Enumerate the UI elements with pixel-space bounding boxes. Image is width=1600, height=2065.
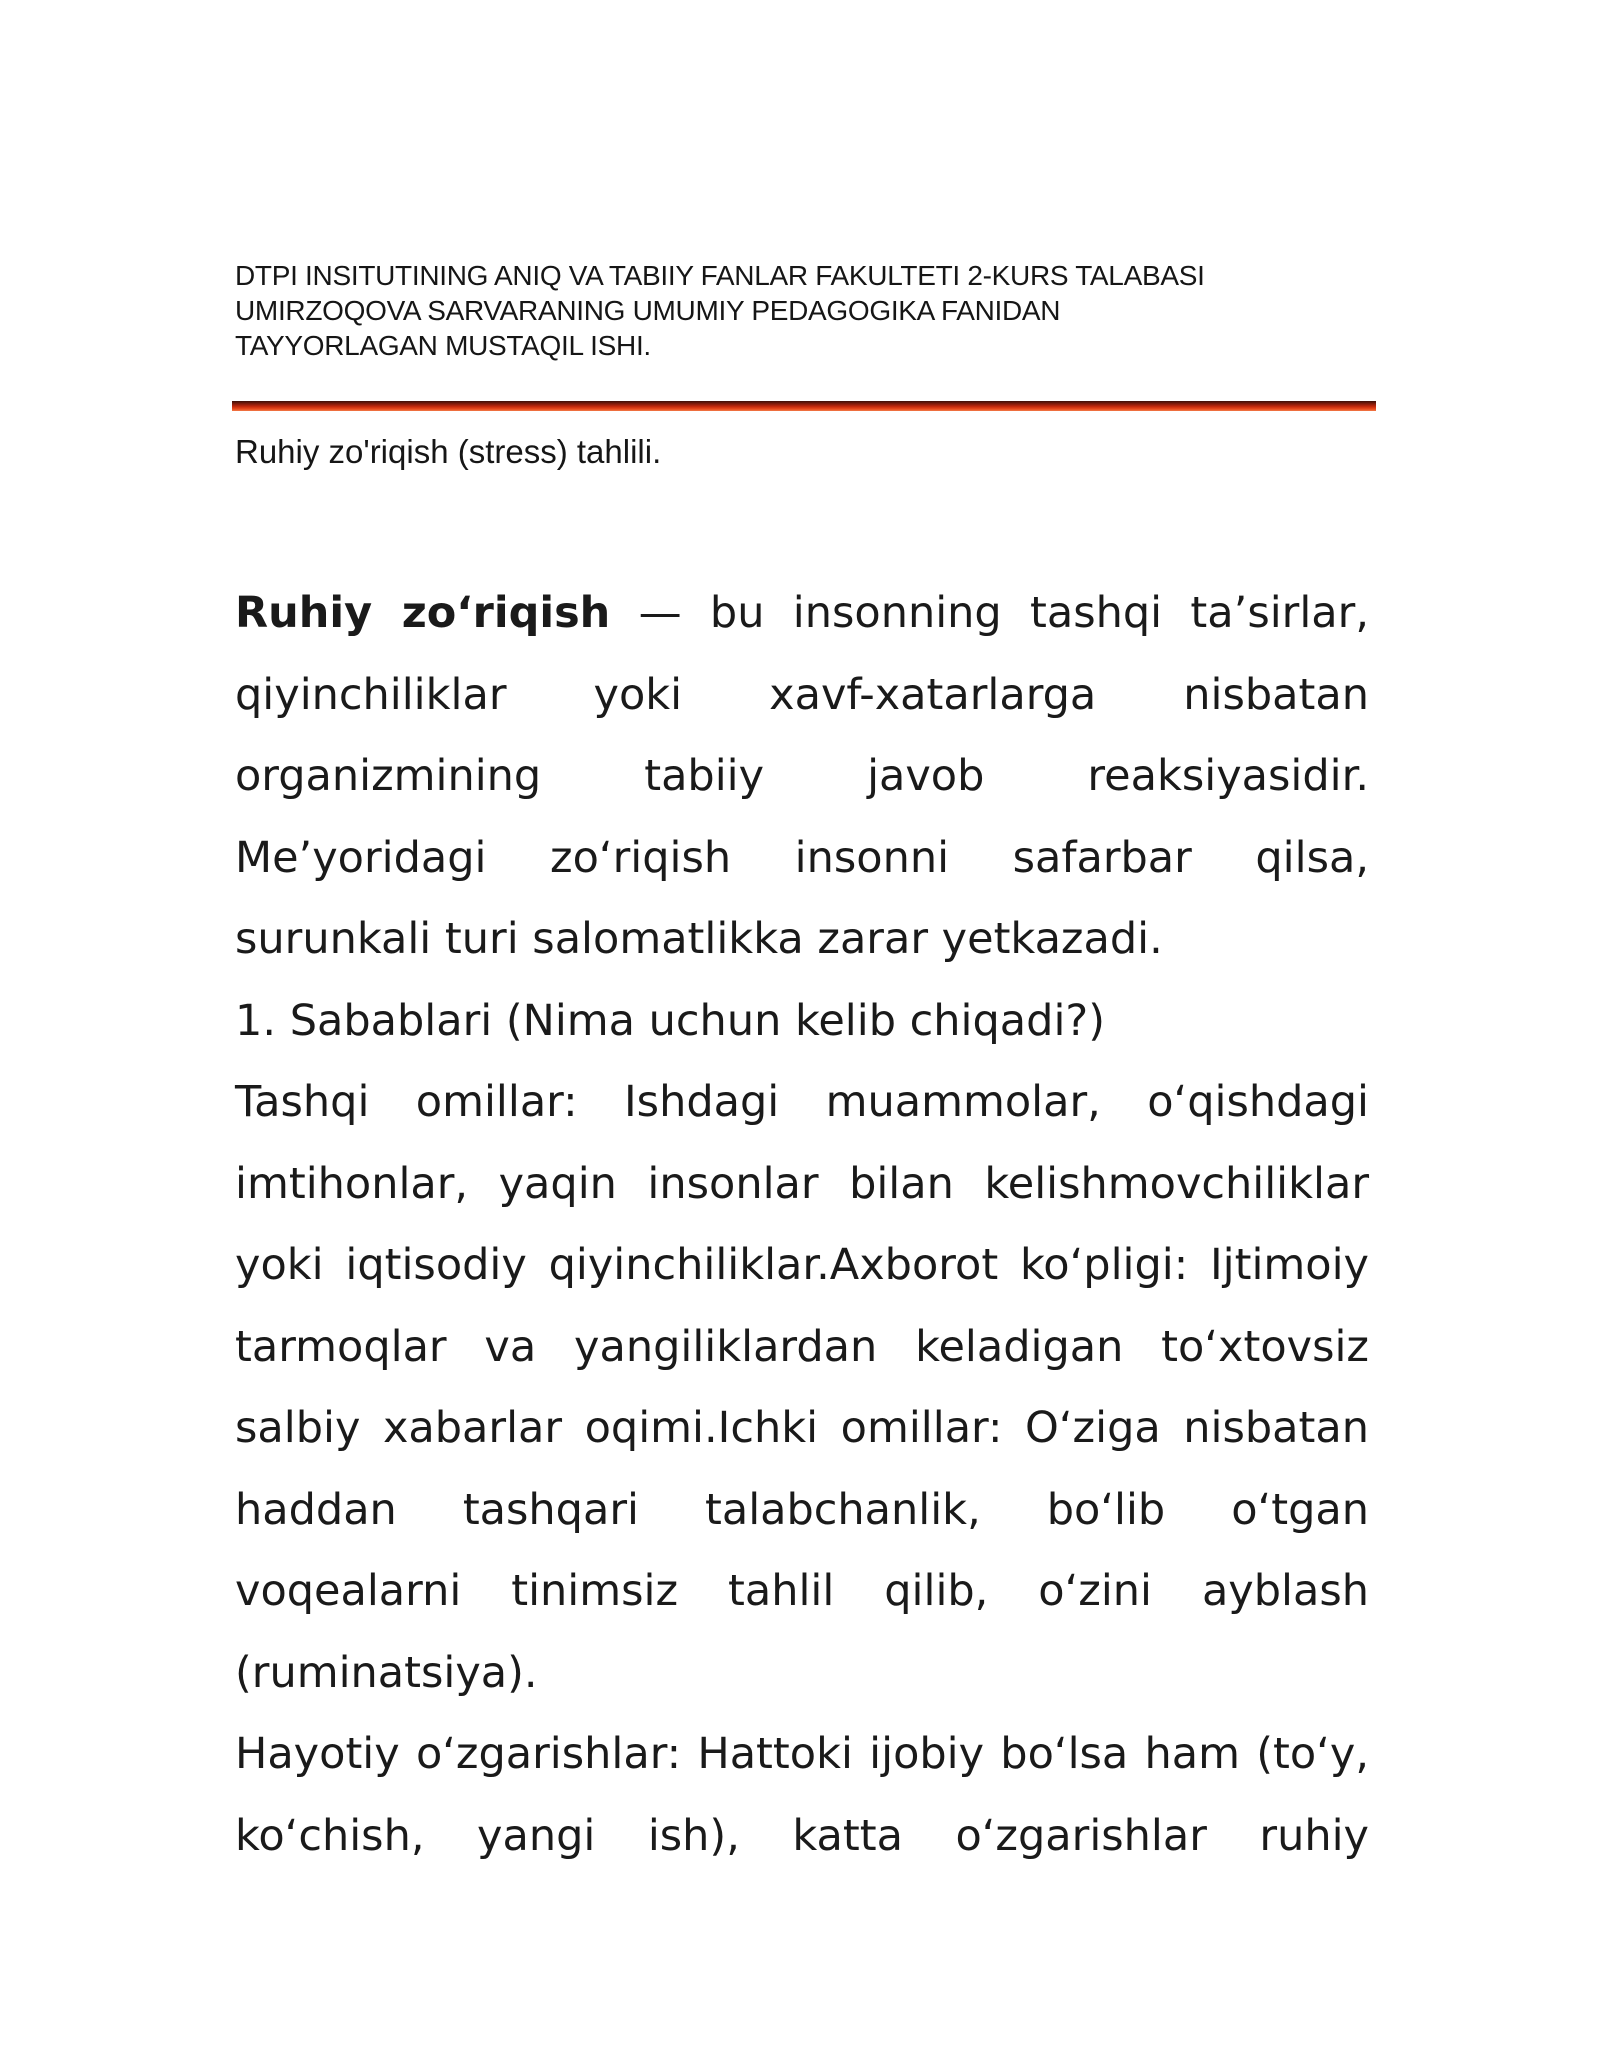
body-line-15: Hayotiy o‘zgarishlar: Hattoki ijobiy bo‘lsa ham (to‘y, [235, 1729, 1369, 1779]
body-line-3: organizmining tabiiy javob reaksiyasidir. [235, 751, 1369, 801]
body-line-11: salbiy xabarlar oqimi.Ichki omillar: O‘ziga nisbatan [235, 1403, 1369, 1453]
defined-term: Ruhiy zo‘riqish [235, 588, 611, 638]
document-subtitle: Ruhiy zo'riqish (stress) tahlili. [235, 433, 662, 470]
body-line-1-rest: — bu insonning tashqi ta’sirlar, [610, 588, 1369, 638]
body-line-4: Me’yoridagi zo‘riqish insonni safarbar qilsa, [235, 832, 1369, 883]
body-line-1 [235, 578, 1369, 660]
section-heading-causes: 1. Sabablari (Nima uchun kelib chiqadi?) [235, 995, 1105, 1046]
body-line-12: haddan tashqari talabchanlik, bo‘lib o‘tgan [235, 1484, 1369, 1535]
document-header [235, 258, 1375, 363]
header-line-1: DTPI INSITUTINING ANIQ VA TABIIY FANLAR FAKULTETI 2-KURS TALABASI [235, 260, 1205, 291]
body-line-8: imtihonlar, yaqin insonlar bilan kelishmovchiliklar [235, 1158, 1369, 1209]
header-line-3: TAYYORLAGAN MUSTAQIL ISHI. [235, 330, 651, 361]
body-line-10: tarmoqlar va yangiliklardan keladigan to‘xtovsiz [235, 1321, 1369, 1372]
header-line-2: UMIRZOQOVA SARVARANING UMUMIY PEDAGOGIKA FANIDAN [235, 295, 1061, 326]
body-line-16: ko‘chish, yangi ish), katta o‘zgarishlar ruhiy [235, 1810, 1369, 1861]
header-divider [232, 401, 1376, 411]
body-line-13: voqealarni tinimsiz tahlil qilib, o‘zini ayblash [235, 1566, 1369, 1616]
body-line-7: Tashqi omillar: Ishdagi muammolar, o‘qishdagi [235, 1077, 1369, 1127]
body-line-5: surunkali turi salomatlikka zarar yetkazadi. [235, 914, 1163, 964]
body-text [235, 578, 1369, 1882]
body-line-14: (ruminatsiya). [235, 1647, 538, 1698]
body-line-2: qiyinchiliklar yoki xavf-xatarlarga nisbatan [235, 669, 1369, 720]
body-line-9: yoki iqtisodiy qiyinchiliklar.Axborot ko‘pligi: Ijtimoiy [235, 1240, 1369, 1290]
